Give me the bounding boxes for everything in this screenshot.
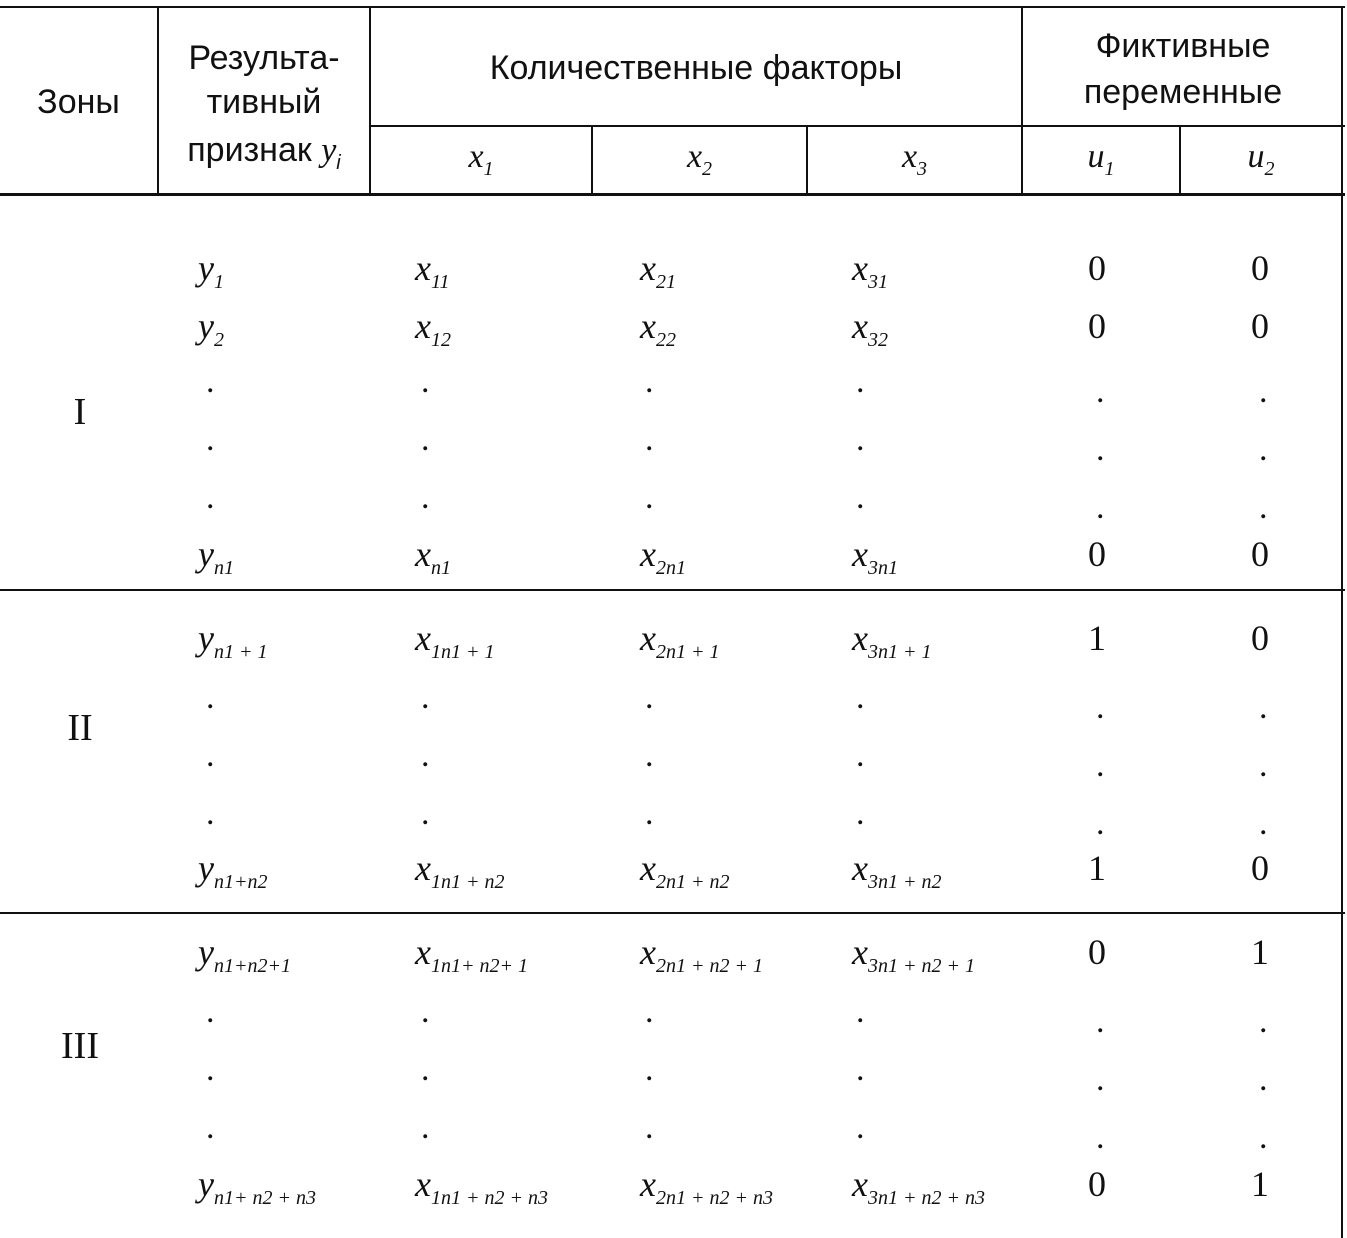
ellipsis-dot: . bbox=[206, 363, 215, 400]
ellipsis-dot: . bbox=[1259, 1119, 1268, 1156]
ellipsis-dot: . bbox=[1259, 1003, 1268, 1040]
cell-x3: $x_{3n1}$ bbox=[852, 534, 898, 579]
ellipsis-dot: . bbox=[421, 993, 430, 1030]
right-border bbox=[1341, 6, 1343, 1238]
ellipsis-dot: . bbox=[1096, 373, 1105, 410]
ellipsis-dot: . bbox=[206, 421, 215, 458]
ellipsis-dot: . bbox=[421, 795, 430, 832]
ellipsis-dot: . bbox=[1096, 689, 1105, 726]
zones-header: Зоны bbox=[37, 83, 120, 121]
cell-u2: 0 bbox=[1251, 306, 1269, 346]
ellipsis-dot: . bbox=[645, 737, 654, 774]
ellipsis-dot: . bbox=[421, 1109, 430, 1146]
ellipsis-dot: . bbox=[421, 1051, 430, 1088]
ellipsis-dot: . bbox=[1259, 747, 1268, 784]
ellipsis-dot: . bbox=[1259, 1061, 1268, 1098]
zone-label-3: III bbox=[61, 1025, 99, 1067]
cell-y: $y_{n1}$ bbox=[198, 534, 234, 579]
zone-divider-2 bbox=[0, 912, 1345, 914]
zone-divider-1 bbox=[0, 589, 1345, 591]
cell-u1: 1 bbox=[1088, 618, 1106, 658]
cell-y: $y_{n1+n2+1}$ bbox=[198, 932, 291, 977]
ellipsis-dot: . bbox=[206, 795, 215, 832]
ellipsis-dot: . bbox=[206, 1109, 215, 1146]
col-header-u1: $u_1$ bbox=[1087, 138, 1115, 180]
cell-x3: $x_{31}$ bbox=[852, 248, 888, 293]
ellipsis-dot: . bbox=[421, 679, 430, 716]
col-header-x1: $x_1$ bbox=[468, 138, 494, 180]
cell-x1: $x_{1n1 + 1}$ bbox=[415, 618, 495, 663]
ellipsis-dot: . bbox=[206, 479, 215, 516]
ellipsis-dot: . bbox=[856, 795, 865, 832]
zone-label-2: II bbox=[67, 707, 93, 749]
ellipsis-dot: . bbox=[856, 363, 865, 400]
ellipsis-dot: . bbox=[421, 479, 430, 516]
result-header-line1: Результа- bbox=[188, 39, 340, 77]
cell-x1: $x_{11}$ bbox=[415, 248, 450, 293]
fictitious-vars-header-line2: переменные bbox=[1083, 73, 1283, 111]
cell-u1: 0 bbox=[1088, 248, 1106, 288]
cell-x3: $x_{3n1 + 1}$ bbox=[852, 618, 932, 663]
cell-u2: 0 bbox=[1251, 618, 1269, 658]
cell-x2: $x_{2n1 + 1}$ bbox=[640, 618, 720, 663]
cell-x2: $x_{21}$ bbox=[640, 248, 676, 293]
top-border bbox=[0, 6, 1345, 8]
ellipsis-dot: . bbox=[1096, 1003, 1105, 1040]
cell-x2: $x_{2n1}$ bbox=[640, 534, 686, 579]
ellipsis-dot: . bbox=[645, 479, 654, 516]
cell-x2: $x_{22}$ bbox=[640, 306, 676, 351]
table-row bbox=[0, 618, 1340, 662]
cell-u2: 1 bbox=[1251, 1164, 1269, 1204]
ellipsis-dot: . bbox=[1096, 431, 1105, 468]
table-row bbox=[0, 248, 1340, 292]
ellipsis-dot: . bbox=[1096, 1119, 1105, 1156]
cell-x3: $x_{3n1 + n2}$ bbox=[852, 848, 942, 893]
result-header-line2: тивный bbox=[206, 83, 322, 121]
ellipsis-dot: . bbox=[856, 479, 865, 516]
cell-x1: $x_{1n1+ n2+ 1}$ bbox=[415, 932, 528, 977]
ellipsis-dot: . bbox=[1096, 1061, 1105, 1098]
cell-x2: $x_{2n1 + n2 + 1}$ bbox=[640, 932, 763, 977]
ellipsis-dot: . bbox=[856, 993, 865, 1030]
ellipsis-dot: . bbox=[206, 679, 215, 716]
ellipsis-dot: . bbox=[856, 1051, 865, 1088]
cell-u2: 0 bbox=[1251, 534, 1269, 574]
cell-y: $y_1$ bbox=[198, 248, 224, 293]
table-row bbox=[0, 1164, 1340, 1208]
header-bottom-border bbox=[0, 193, 1345, 196]
ellipsis-dot: . bbox=[1259, 489, 1268, 526]
col-header-x3: $x_3$ bbox=[901, 138, 928, 180]
ellipsis-dot: . bbox=[645, 1109, 654, 1146]
ellipsis-dot: . bbox=[206, 993, 215, 1030]
table-row bbox=[0, 848, 1340, 892]
ellipsis-dot: . bbox=[856, 421, 865, 458]
ellipsis-dot: . bbox=[1259, 431, 1268, 468]
ellipsis-dot: . bbox=[1096, 489, 1105, 526]
ellipsis-dot: . bbox=[1096, 747, 1105, 784]
cell-y: $y_{n1+n2}$ bbox=[198, 848, 268, 893]
cell-x1: $x_{12}$ bbox=[415, 306, 451, 351]
cell-u2: 1 bbox=[1251, 932, 1269, 972]
ellipsis-dot: . bbox=[1096, 805, 1105, 842]
table-row bbox=[0, 932, 1340, 976]
ellipsis-dot: . bbox=[1259, 373, 1268, 410]
ellipsis-dot: . bbox=[421, 421, 430, 458]
ellipsis-dot: . bbox=[856, 1109, 865, 1146]
cell-x1: $x_{1n1 + n2}$ bbox=[415, 848, 505, 893]
ellipsis-dot: . bbox=[421, 363, 430, 400]
col-header-u2: $u_2$ bbox=[1247, 138, 1275, 180]
cell-x2: $x_{2n1 + n2 + n3}$ bbox=[640, 1164, 773, 1209]
cell-u1: 0 bbox=[1088, 932, 1106, 972]
ellipsis-dot: . bbox=[645, 679, 654, 716]
ellipsis-dot: . bbox=[206, 1051, 215, 1088]
cell-u1: 0 bbox=[1088, 306, 1106, 346]
ellipsis-dot: . bbox=[1259, 689, 1268, 726]
ellipsis-dot: . bbox=[645, 993, 654, 1030]
cell-y: $y_{n1 + 1}$ bbox=[198, 618, 268, 663]
cell-u1: 1 bbox=[1088, 848, 1106, 888]
cell-x3: $x_{3n1 + n2 + 1}$ bbox=[852, 932, 975, 977]
result-header-line3: признак $y_i$ bbox=[187, 131, 341, 174]
ellipsis-dot: . bbox=[1259, 805, 1268, 842]
cell-x1: $x_{n1}$ bbox=[415, 534, 451, 579]
ellipsis-dot: . bbox=[645, 1051, 654, 1088]
cell-u2: 0 bbox=[1251, 848, 1269, 888]
ellipsis-dot: . bbox=[645, 363, 654, 400]
cell-u1: 0 bbox=[1088, 1164, 1106, 1204]
quantitative-factors-header: Количественные факторы bbox=[489, 49, 903, 87]
cell-y: $y_2$ bbox=[198, 306, 224, 351]
cell-x2: $x_{2n1 + n2}$ bbox=[640, 848, 730, 893]
cell-x3: $x_{32}$ bbox=[852, 306, 888, 351]
col-header-x2: $x_2$ bbox=[686, 138, 713, 180]
table-row bbox=[0, 534, 1340, 578]
ellipsis-dot: . bbox=[645, 795, 654, 832]
fictitious-vars-header-line1: Фиктивные bbox=[1095, 27, 1271, 65]
cell-u2: 0 bbox=[1251, 248, 1269, 288]
cell-y: $y_{n1+ n2 + n3}$ bbox=[198, 1164, 316, 1209]
ellipsis-dot: . bbox=[645, 421, 654, 458]
header-subdivider bbox=[369, 125, 1345, 127]
ellipsis-dot: . bbox=[856, 737, 865, 774]
ellipsis-dot: . bbox=[206, 737, 215, 774]
zone-label-1: I bbox=[73, 391, 87, 433]
cell-u1: 0 bbox=[1088, 534, 1106, 574]
table-row bbox=[0, 306, 1340, 350]
ellipsis-dot: . bbox=[856, 679, 865, 716]
cell-x1: $x_{1n1 + n2 + n3}$ bbox=[415, 1164, 548, 1209]
cell-x3: $x_{3n1 + n2 + n3}$ bbox=[852, 1164, 985, 1209]
ellipsis-dot: . bbox=[421, 737, 430, 774]
